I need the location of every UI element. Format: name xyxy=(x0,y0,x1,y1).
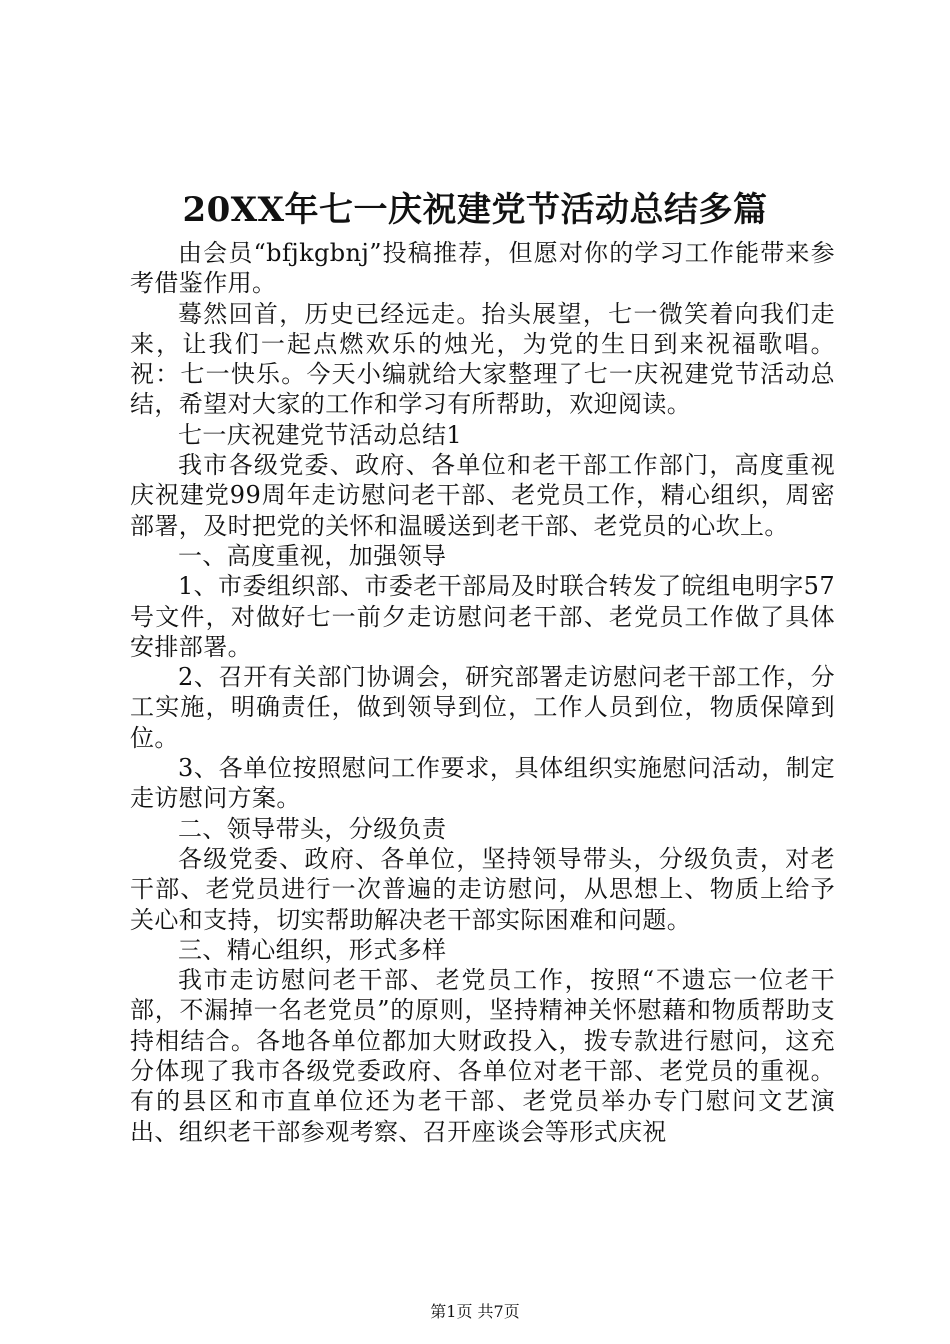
section-heading-3: 三、精心组织，形式多样 xyxy=(178,935,447,964)
section-heading-2: 二、领导带头，分级负责 xyxy=(178,814,447,843)
paragraph-overview: 我市各级党委、政府、各单位和老干部工作部门，高度重视庆祝建党99周年走访慰问老干部、老党员工作，精心组织，周密部署，及时把党的关怀和温暖送到老干部、老党员的心坎上。 xyxy=(130,451,835,540)
section-heading-summary-1: 七一庆祝建党节活动总结1 xyxy=(178,420,463,449)
paragraph-intro: 由会员“bfjkgbnj”投稿推荐，但愿对你的学习工作能带来参考借鉴作用。 xyxy=(130,239,835,298)
document-title: 20XX年七一庆祝建党节活动总结多篇 xyxy=(182,190,768,230)
page-footer: 第1页 共7页 xyxy=(430,1302,520,1321)
section-heading-1: 一、高度重视，加强领导 xyxy=(178,541,447,570)
list-item-3: 3、各单位按照慰问工作要求，具体组织实施慰问活动，制定走访慰问方案。 xyxy=(130,754,835,813)
list-item-1: 1、市委组织部、市委老干部局及时联合转发了皖组电明字57号文件，对做好七一前夕走访慰问老干部、老党员工作做了具体安排部署。 xyxy=(130,572,836,661)
paragraph-organization: 我市走访慰问老干部、老党员工作，按照“不遗忘一位老干部，不漏掉一名老党员”的原则，坚持精神关怀慰藉和物质帮助支持相结合。各地各单位都加大财政投入，拨专款进行慰问，这充分体现了我市各级党委政府、各单位对老干部、老党员的重视。有的县区和市直单位还为老干部、老党员举办专门慰问文艺演出、组织老干部参观考察、召开座谈会等形式庆祝 xyxy=(130,966,835,1146)
list-item-2: 2、召开有关部门协调会，研究部署走访慰问老干部工作，分工实施，明确责任，做到领导到位，工作人员到位，物质保障到位。 xyxy=(130,663,835,752)
paragraph-leadership: 各级党委、政府、各单位，坚持领导带头，分级负责，对老干部、老党员进行一次普遍的走访慰问，从思想上、物质上给予关心和支持，切实帮助解决老干部实际困难和问题。 xyxy=(130,844,835,934)
paragraph-preface: 蓦然回首，历史已经远走。抬头展望，七一微笑着向我们走来，让我们一起点燃欢乐的烛光，为党的生日到来祝福歌唱。祝：七一快乐。今天小编就给大家整理了七一庆祝建党节活动总结，希望对大家的工作和学习有所帮助，欢迎阅读。 xyxy=(130,299,835,419)
document-body xyxy=(130,238,835,1147)
